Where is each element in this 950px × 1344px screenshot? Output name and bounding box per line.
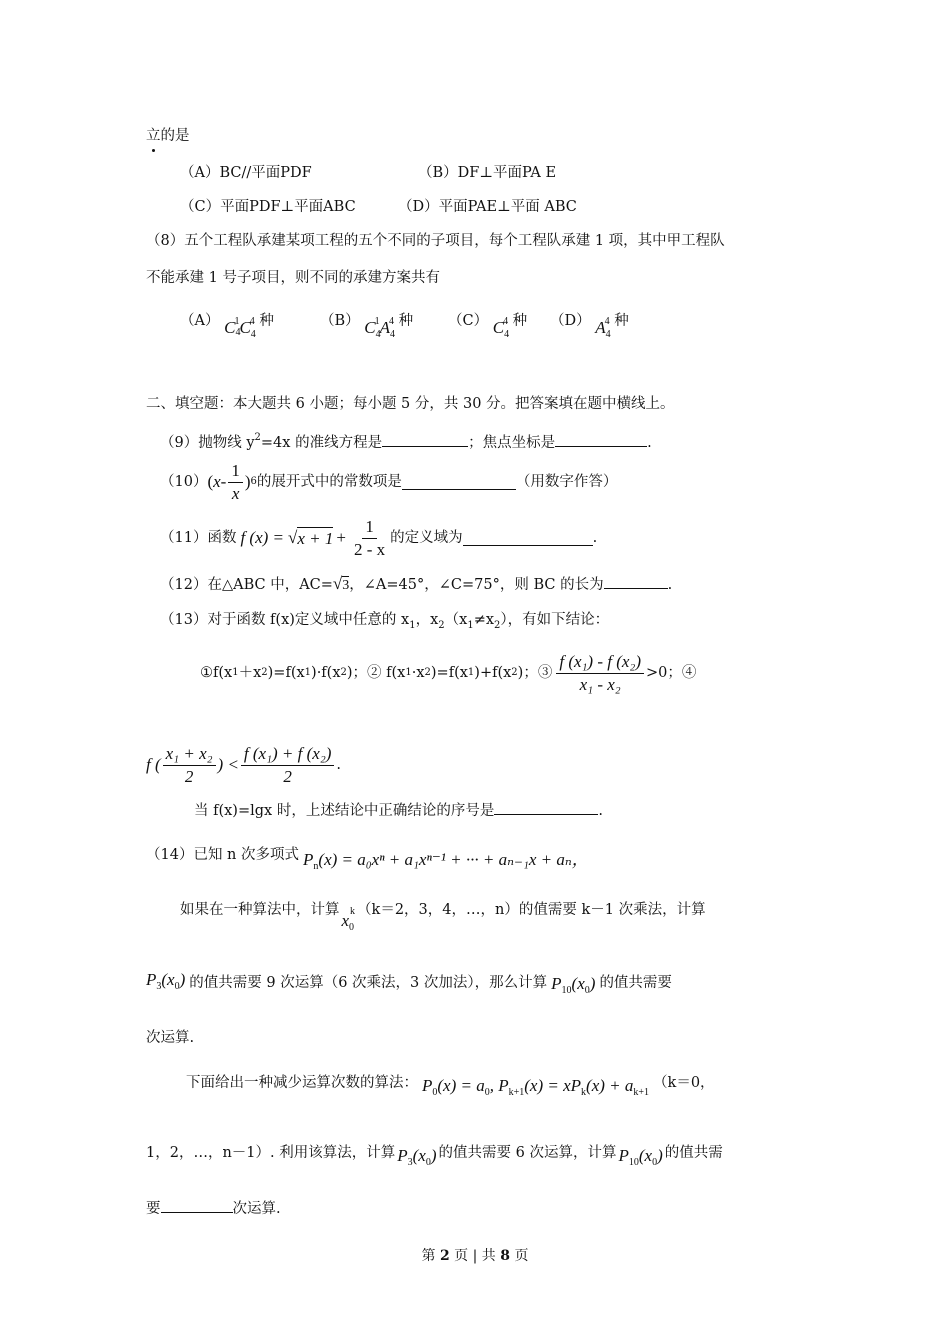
q8-line2: 不能承建 1 号子项目，则不同的承建方案共有 <box>146 270 440 286</box>
q9: （9）抛物线 $y^2=4x$ 的准线方程是 ；焦点坐标是 . <box>160 432 652 451</box>
q7-option-a: （A）BC//平面PDF <box>180 165 312 181</box>
q8-option-d: （D） $A_4^4$ 种 <box>550 313 629 340</box>
q13-intro: （13）对于函数 f(x)定义域中任意的 $x_1$，$x_2(x_1\ne x_2)$，有如下结论： <box>160 612 610 631</box>
q12: （12）在△ABC 中，AC=√3，∠A=45°，∠C=75°，则 BC 的长为 . <box>160 574 673 593</box>
q8-option-b: （B） $C_4^1A_4^4$ 种 <box>320 313 414 340</box>
q7-option-d: （D）平面PAE⊥平面 ABC <box>398 199 577 215</box>
q13-conclusion-4: f ( $\frac{\text{x₁ + x₂}}{2}$ ) < $\frac{\text{f (x₁) + f (x₂)}}{2}$ . <box>146 743 342 786</box>
q8-line1: （8）五个工程队承建某项工程的五个不同的子项目，每个工程队承建 1 项，其中甲工程队 <box>146 233 725 249</box>
q14-line3: $P_3(x_0)$ 的值共需要 9 次运算（6 次乘法，3 次加法），那么计算 $P_{10}(x_0)$ 的值共需要 <box>146 969 672 996</box>
q13-question: 当 f(x)=lgx 时，上述结论中正确结论的序号是 . <box>194 800 603 821</box>
q14-line4: 次运算. <box>146 1030 195 1046</box>
q7-option-b: （B）DF⊥平面PA E <box>418 165 557 181</box>
q14-line7: 要 次运算. <box>146 1198 281 1219</box>
q14-line5: 下面给出一种减少运算次数的算法： $P_0(x) = a_0$, $P_{k+1}(x) = xP_k(x) + a_{k+1}$ （k＝0， <box>186 1075 715 1098</box>
page-footer: 第 2 页 | 共 8 页 <box>421 1248 529 1264</box>
q10: （10） ( x - $\frac{1}{x}$ ) 6 的展开式中的常数项是 （用数字作答） <box>160 460 618 503</box>
q7-tail: 立的是 <box>146 126 950 146</box>
q13-conclusions: ①f(x 1 ＋x 2 )=f(x 1 )·f(x 2 )；② f(x 1 ·x 2 )=f(x 1 )+f(x 2 )；③ $\frac{\text{f (x₁) - f (x₂)}}{\text{x₁ - x₂}}$ >0；④ <box>200 651 697 694</box>
q14-line6: 1，2，…，n－1）. 利用该算法，计算 $P_3(x_0)$ 的值共需要 6 次运算，计算 $P_{10}(x_0)$ 的值共需 <box>146 1145 723 1168</box>
q8-option-c: （C） $C_4^4$ 种 <box>448 313 528 340</box>
section-2-heading: 二、填空题：本大题共 6 小题；每小题 5 分，共 30 分。把答案填在题中横线上。 <box>146 396 675 412</box>
q8-option-a: （A） $C_4^1C_4^4$ 种 <box>180 313 274 340</box>
q14-intro: （14）已知 n 次多项式 $P_n(x) = a_0x^n + a_1x^{n-1}$ + ··· + aₙ₋₁x + aₙ， <box>146 847 589 872</box>
q14-line2: 如果在一种算法中，计算 $x_0^k$ （k＝2，3，4，…，n）的值需要 k－1 次乘法，计算 <box>180 902 706 933</box>
q7-option-c: （C）平面PDF⊥平面ABC <box>180 199 356 215</box>
q11: （11）函数 f (x) = √ x + 1 + $\frac{1}{2 - x}$ 的定义域为 . <box>160 516 598 559</box>
